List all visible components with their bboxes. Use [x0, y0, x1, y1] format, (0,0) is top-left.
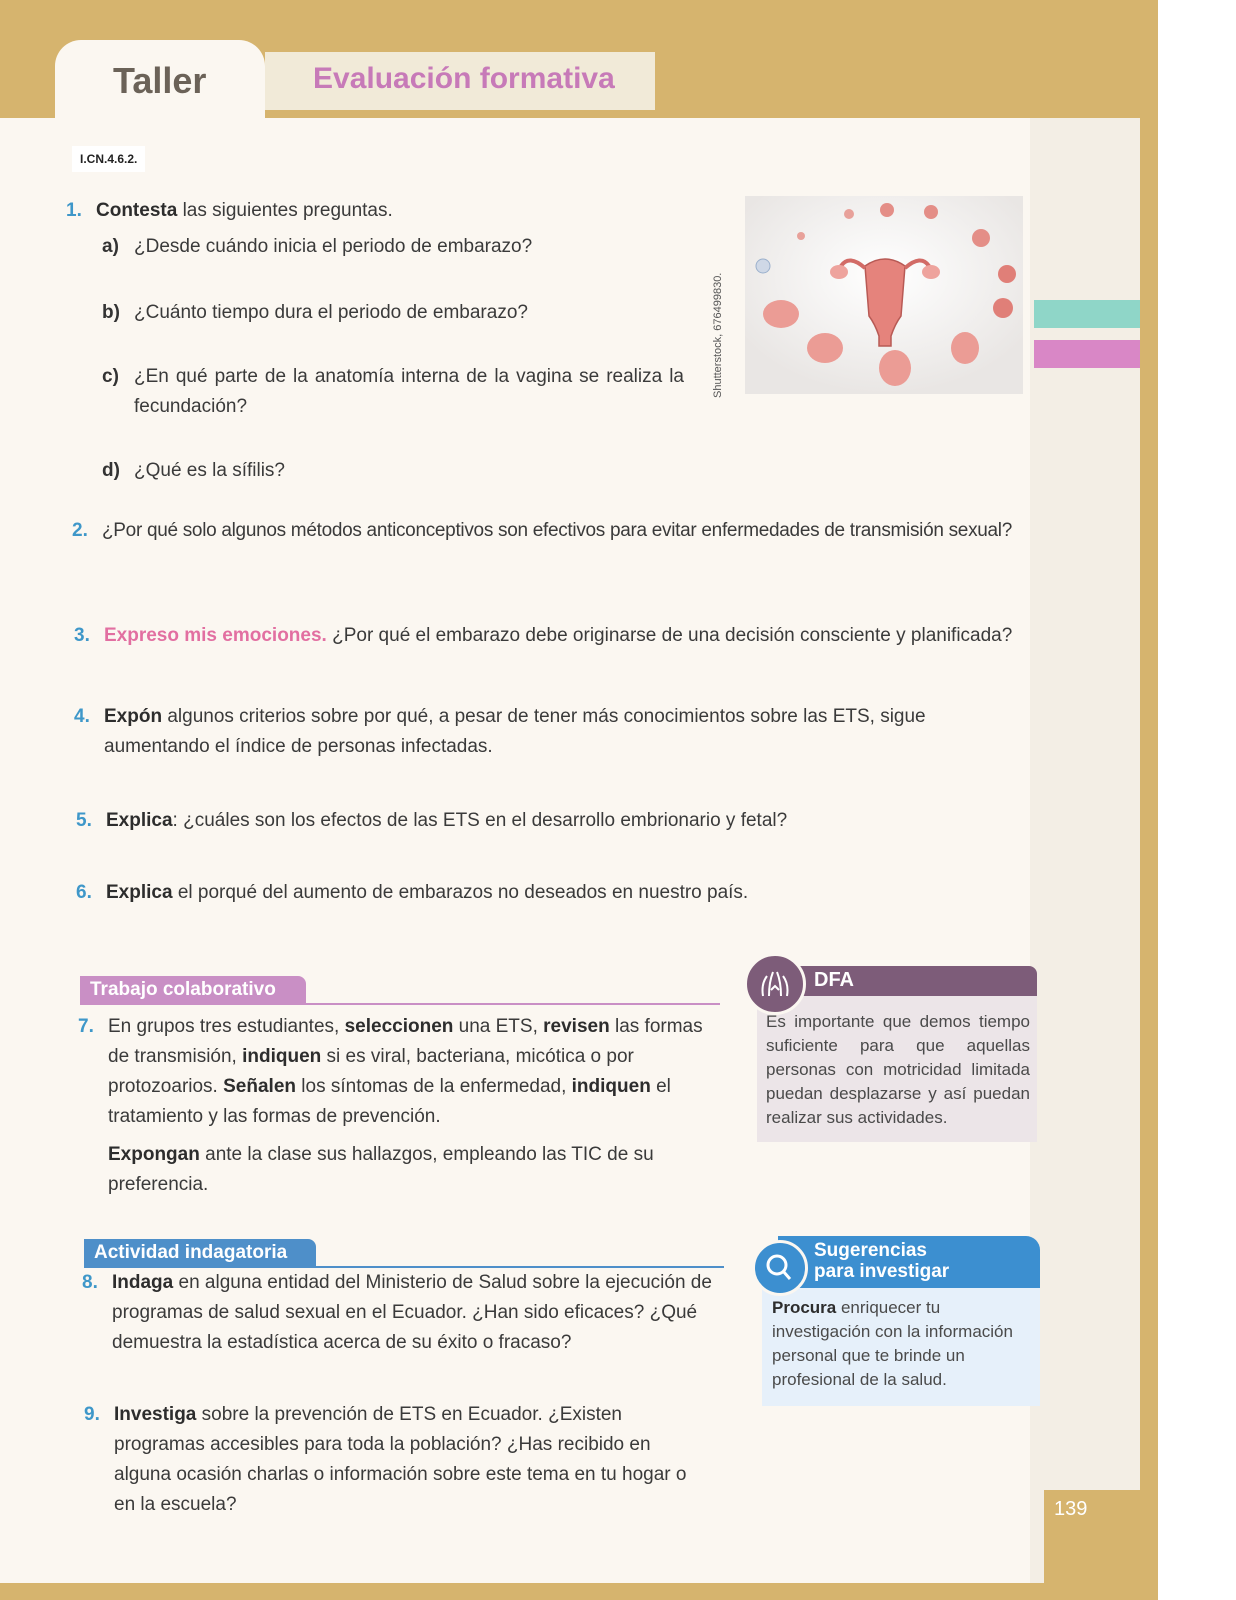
question-text: el porqué del aumento de embarazos no deseados en nuestro país. [172, 882, 749, 903]
magnifier-icon [752, 1240, 808, 1296]
question-6 [76, 878, 976, 908]
question-number: 9. [84, 1404, 100, 1425]
question-text: : ¿cuáles son los efectos de las ETS en el desarrollo embrionario y fetal? [172, 810, 788, 831]
text-fragment: las formas de transmisión, [108, 1016, 703, 1067]
question-8 [82, 1268, 722, 1358]
section-actividad-indagatoria: Actividad indagatoria [84, 1239, 316, 1267]
question-text: sobre la prevención de ETS en Ecuador. ¿Existen programas accesibles para toda la población? ¿Has recibido en alguna ocasión charlas o información sobre este tema en tu hogar o en la escuela? [114, 1404, 687, 1515]
question-3 [74, 621, 1034, 651]
hands-icon [744, 953, 806, 1015]
bottom-gold-band [0, 1583, 1158, 1600]
curriculum-code: I.CN.4.6.2. [72, 146, 145, 172]
question-number: 3. [74, 625, 90, 646]
question-1a [102, 232, 702, 262]
tab-taller [55, 40, 265, 122]
question-2 [72, 516, 1032, 546]
sub-text: ¿Qué es la sífilis? [134, 460, 285, 481]
sub-label: c) [102, 366, 119, 387]
question-number: 2. [72, 520, 88, 541]
question-number: 4. [74, 706, 90, 727]
question-text: algunos criterios sobre por qué, a pesar de tener más conocimientos sobre las ETS, sigue aumentando el índice de personas infectadas. [104, 706, 926, 757]
tab-evaluacion-label: Evaluación formativa [313, 62, 615, 95]
question-number: 1. [66, 200, 82, 221]
text-fragment: el tratamiento y las formas de prevención. [108, 1076, 671, 1127]
sub-text: ¿En qué parte de la anatomía interna de la vagina se realiza la fecundación? [134, 366, 684, 417]
bold-verb: Exponga​n [108, 1144, 200, 1165]
question-9 [84, 1400, 724, 1520]
text-fragment: En grupos tres estudiantes, [108, 1016, 345, 1037]
dfa-text: Es importante que demos tiempo suficiente para que aquellas personas con motricidad limitada puedan desplazarse y así puedan realizar sus actividades. [766, 1012, 1030, 1127]
page-margin [1158, 0, 1236, 1600]
question-lead: Expreso mis emociones. [104, 625, 327, 646]
question-text: en alguna entidad del Ministerio de Salud sobre la ejecución de programas de salud sexual en el Ecuador. ¿Han sido eficaces? ¿Qué demuestra la estadística acerca de su éxito o fracaso? [112, 1272, 712, 1353]
page-right-margin [1030, 118, 1140, 1583]
question-text: ¿Por qué solo algunos métodos anticonceptivos son efectivos para evitar enfermedades de transmisión sexual? [102, 520, 1012, 541]
question-number: 6. [76, 882, 92, 903]
question-4 [74, 702, 954, 762]
question-1 [66, 196, 706, 226]
question-1b [102, 298, 702, 328]
question-number: 7. [78, 1016, 94, 1037]
pink-strip [1034, 340, 1140, 368]
question-lead: Contesta [96, 200, 178, 221]
sub-label: a) [102, 236, 119, 257]
bold-verb: seleccionen [344, 1016, 454, 1037]
sugerencias-text [772, 1296, 1032, 1392]
sub-label: b) [102, 302, 120, 323]
sub-text: ¿Cuánto tiempo dura el periodo de embarazo? [134, 302, 528, 323]
question-1d [102, 456, 702, 486]
bold-verb: indiquen [242, 1046, 322, 1067]
question-7 [78, 1012, 718, 1200]
tab-taller-label: Taller [113, 60, 207, 101]
page-number-tab [1044, 1490, 1140, 1583]
question-lead: Explica [106, 810, 173, 831]
sub-label: d) [102, 460, 120, 481]
question-text: las siguientes preguntas. [177, 200, 393, 221]
sugerencias-body: enriquecer tu investigación con la información personal que te brinde un profesional de la salud. [772, 1298, 1013, 1389]
right-gold-band [1140, 0, 1158, 1600]
bold-verb: revisen [543, 1016, 610, 1037]
sugerencias-title: Sugerencias para investigar [814, 1240, 950, 1282]
question-number: 8. [82, 1272, 98, 1293]
dfa-title: DFA [814, 969, 854, 991]
teal-strip [1034, 300, 1140, 328]
image-credit: Shutterstock, 676499830. [712, 272, 724, 398]
bold-verb: indiquen [571, 1076, 651, 1097]
section-divider [80, 1003, 720, 1005]
question-lead: Investiga [114, 1404, 197, 1425]
question-lead: Indaga [112, 1272, 174, 1293]
pregnancy-stages-illustration [745, 196, 1023, 394]
question-text: ¿Por qué el embarazo debe originarse de una decisión consciente y planificada? [326, 625, 1013, 646]
section-trabajo-colaborativo: Trabajo colaborativo [80, 976, 306, 1004]
question-1c [102, 362, 702, 422]
dfa-header [772, 966, 1037, 996]
tab-evaluacion [265, 52, 655, 110]
sugerencias-lead: Procura [772, 1298, 837, 1317]
sugerencias-header [778, 1236, 1040, 1288]
page-number: 139 [1054, 1498, 1088, 1520]
text-fragment: los síntomas de la enfermedad, [296, 1076, 572, 1097]
question-lead: Explica [106, 882, 173, 903]
sub-text: ¿Desde cuándo inicia el periodo de embarazo? [134, 236, 533, 257]
text-fragment: si es viral, bacteriana, micótica o por protozoarios. [108, 1046, 634, 1097]
bold-verb: Señalen [223, 1076, 296, 1097]
text-fragment: una ETS, [453, 1016, 544, 1037]
text-fragment: ante la clase sus hallazgos, empleando las TIC de su preferencia. [108, 1144, 654, 1195]
question-5 [76, 806, 976, 836]
question-lead: Expón [104, 706, 163, 727]
question-number: 5. [76, 810, 92, 831]
